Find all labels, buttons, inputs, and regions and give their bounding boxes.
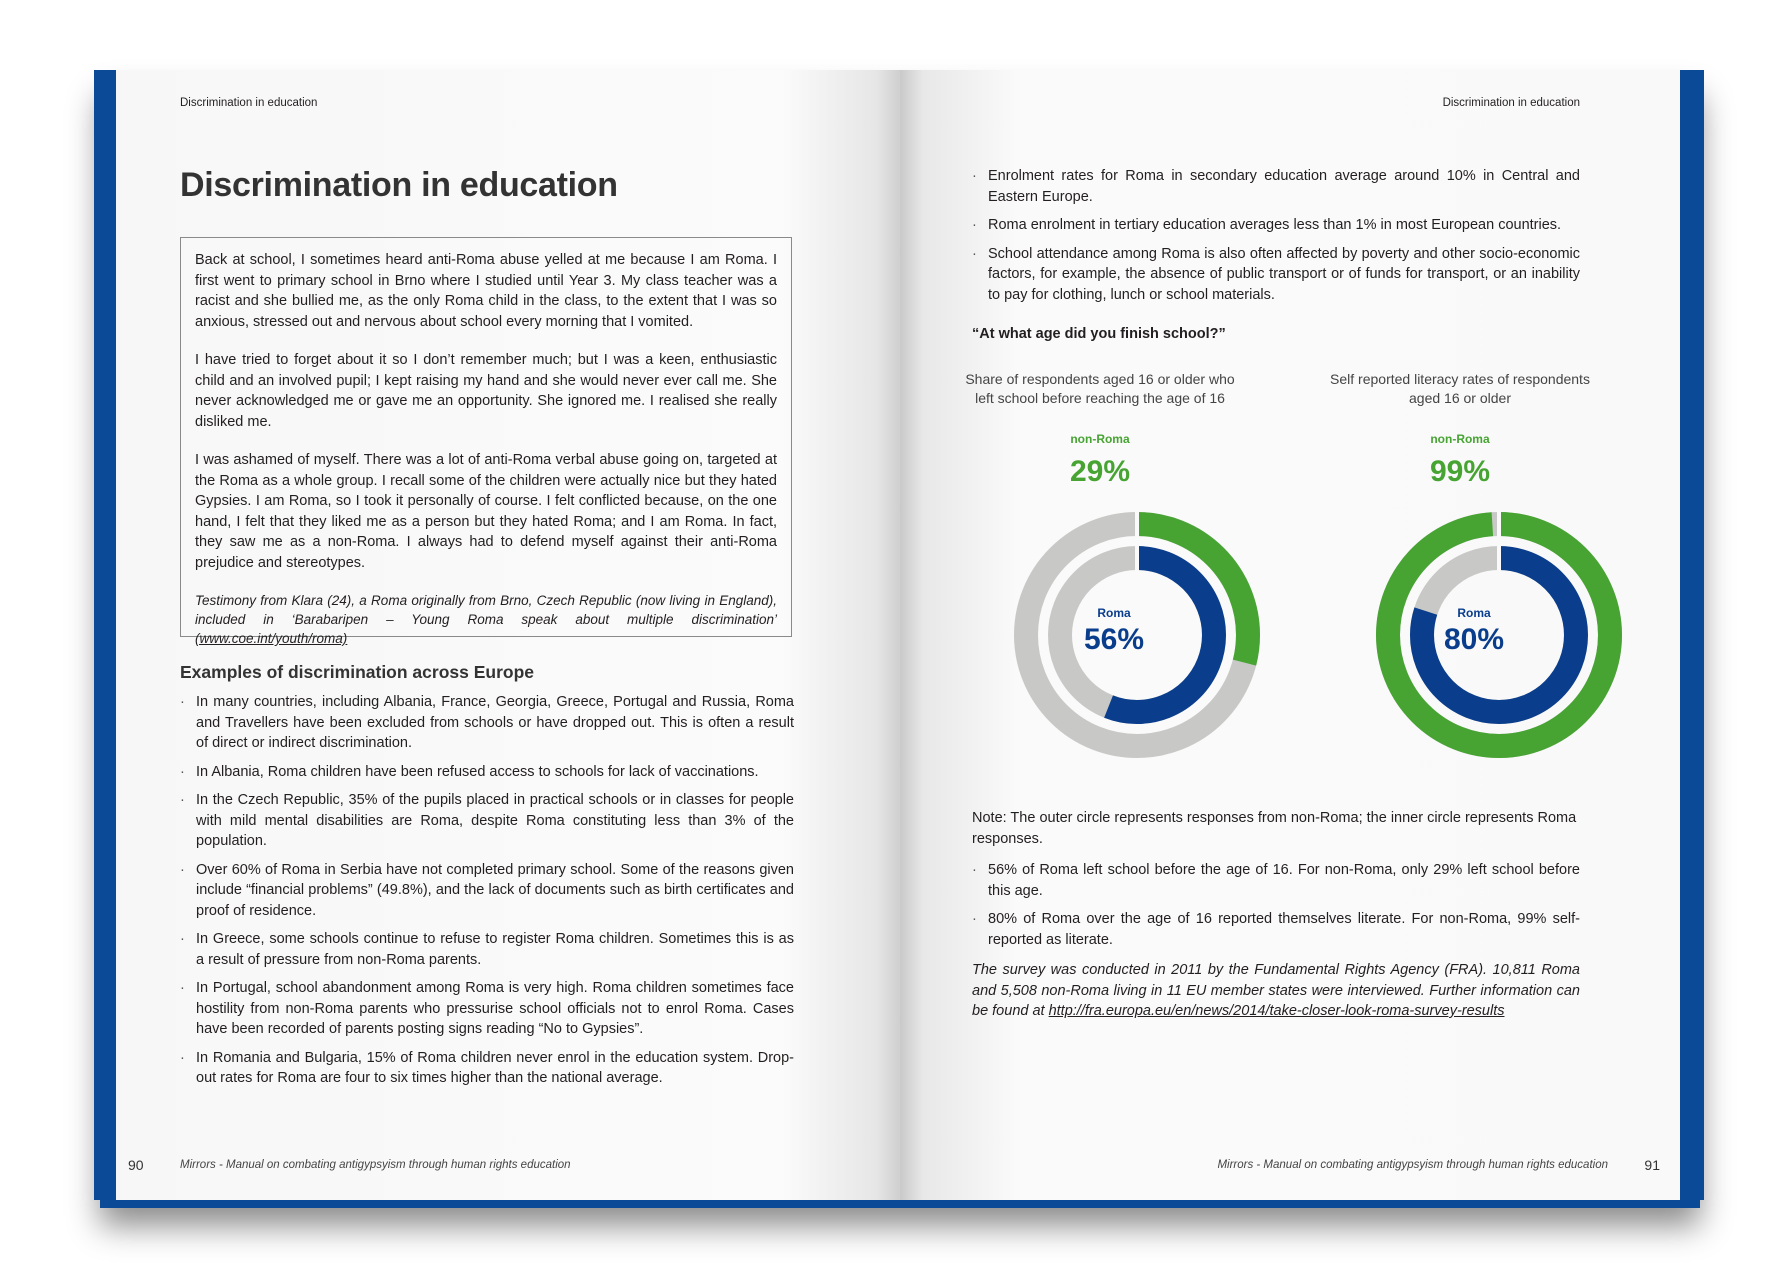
list-item: · Enrolment rates for Roma in secondary education average around 10% in Central and Eastern Europe. <box>972 166 1580 207</box>
list-item: · School attendance among Roma is also often affected by poverty and other socio-economic factors, for example, the absence of public transport or of funds for transport, or an inability to pay for clothing, lunch or school materials. <box>972 244 1580 306</box>
outer-series-label: non-Roma <box>1430 432 1490 446</box>
testimony-citation: Testimony from Klara (24), a Roma originally from Brno, Czech Republic (now living in England), included in ‘Barabaripen – Young Roma speak about multiple discrimination’ (www.coe.int/youth/roma) <box>195 593 777 646</box>
list-item: · Over 60% of Roma in Serbia have not completed primary school. Some of the reasons given include “financial problems” (49.8%), and the lack of documents such as birth certificates and proof of residence. <box>180 860 794 922</box>
right-page <box>900 70 1680 1200</box>
testimony-paragraph: I have tried to forget about it so I don’t remember much; but I was a keen, enthusiastic child and an involved pupil; I kept raising my hand and she would never ever call me. She never acknowledged me or gave me an opportunity. She ignored me. I realised she really disliked me. <box>195 352 777 430</box>
page-number: 90 <box>128 1157 144 1173</box>
chart-note: Note: The outer circle represents responses from non-Roma; the inner circle represents Roma responses. <box>972 810 1577 847</box>
inner-series-label: Roma <box>1457 606 1491 620</box>
citation-link[interactable]: (www.coe.int/youth/roma) <box>195 631 348 646</box>
top-bullets <box>972 166 1580 313</box>
inner-series-label: Roma <box>1097 606 1131 620</box>
chart-caption: Share of respondents aged 16 or older who left school before reaching the age of 16 <box>965 371 1235 406</box>
list-item: · In Albania, Roma children have been refused access to schools for lack of vaccinations. <box>180 762 794 783</box>
inner-ring-gap <box>1497 545 1501 571</box>
running-head: Discrimination in education <box>180 97 318 109</box>
outer-series-value: 99% <box>1429 455 1491 488</box>
testimony-paragraph: Back at school, I sometimes heard anti-Roma abuse yelled at me because I am Roma. I first went to primary school in Brno where I studied until Year 3. My class teacher was a racist and she bullied me, as the only Roma child in the class, to the extent that I was so anxious, stressed out and nervous about school every morning that I vomited. <box>195 252 777 330</box>
outer-ring-gap <box>1497 511 1501 537</box>
survey-note: The survey was conducted in 2011 by the Fundamental Rights Agency (FRA). 10,811 Roma and 5,508 non-Roma living in 11 EU member states were interviewed. Further information can be found at http://fra.europa.eu/en/news/2014/take-closer-look-roma-survey-results <box>972 962 1580 1019</box>
outer-ring-gap <box>1135 511 1139 537</box>
inner-series-value: 80% <box>1443 623 1505 656</box>
list-item: · In many countries, including Albania, France, Georgia, Greece, Portugal and Russia, Roma and Travellers have been excluded from schools or have dropped out. This is often a result of direct or indirect discrimination. <box>180 692 794 754</box>
testimony-paragraph: I was ashamed of myself. There was a lot of anti-Roma verbal abuse going on, targeted at the Roma as a whole group. I recall some of the children were actually nice but they hated Gypsies. I am Roma, so I took it personally of course. I felt conflicted because, on the one hand, I felt that they liked me as a person but they hated Roma; and I am Roma. In fact, they saw me as a non-Roma. I always had to defend myself against their anti-Roma prejudice and stereotypes. <box>195 452 777 571</box>
inner-ring-gap <box>1135 545 1139 571</box>
list-item: · 80% of Roma over the age of 16 reported themselves literate. For non-Roma, 99% self-reported as literate. <box>972 909 1580 950</box>
examples-list <box>180 692 794 1097</box>
inner-series-value: 56% <box>1083 623 1145 656</box>
outer-series-value: 29% <box>1069 455 1131 488</box>
page-footer: Mirrors - Manual on combating antigypsyism through human rights education <box>1217 1159 1608 1171</box>
outer-series-label: non-Roma <box>1070 432 1130 446</box>
list-item: · Roma enrolment in tertiary education averages less than 1% in most European countries. <box>972 215 1580 236</box>
list-item: · In Romania and Bulgaria, 15% of Roma children never enrol in the education system. Drop-out rates for Roma are four to six times higher than the national average. <box>180 1048 794 1089</box>
list-item: · In Greece, some schools continue to refuse to register Roma children. Sometimes this is as a result of pressure from non-Roma parents. <box>180 929 794 970</box>
survey-link[interactable]: http://fra.europa.eu/en/news/2014/take-closer-look-roma-survey-results <box>1048 1003 1505 1019</box>
list-item: · In Portugal, school abandonment among Roma is very high. Roma children sometimes face hostility from non-Roma parents who pressurise school officials not to enrol Roma. Cases have been recorded of parents posting signs reading “No to Gypsies”. <box>180 978 794 1040</box>
book-cover-right <box>1678 70 1704 1200</box>
page-footer: Mirrors - Manual on combating antigypsyism through human rights education <box>180 1159 571 1171</box>
list-item: · 56% of Roma left school before the age of 16. For non-Roma, only 29% left school before this age. <box>972 860 1580 901</box>
chart-caption: Self reported literacy rates of respondents aged 16 or older <box>1330 371 1590 406</box>
testimony-box <box>180 237 792 646</box>
running-head: Discrimination in education <box>1442 97 1580 109</box>
survey-question: “At what age did you finish school?” <box>972 326 1226 342</box>
examples-heading: Examples of discrimination across Europe <box>180 662 534 682</box>
page-title: Discrimination in education <box>180 166 618 204</box>
list-item: · In the Czech Republic, 35% of the pupils placed in practical schools or in classes for people with mild mental disabilities are Roma, despite Roma constituting less than 3% of the population. <box>180 790 794 852</box>
page-number: 91 <box>1644 1157 1660 1173</box>
left-page <box>116 70 900 1200</box>
bottom-bullets <box>972 860 1580 958</box>
